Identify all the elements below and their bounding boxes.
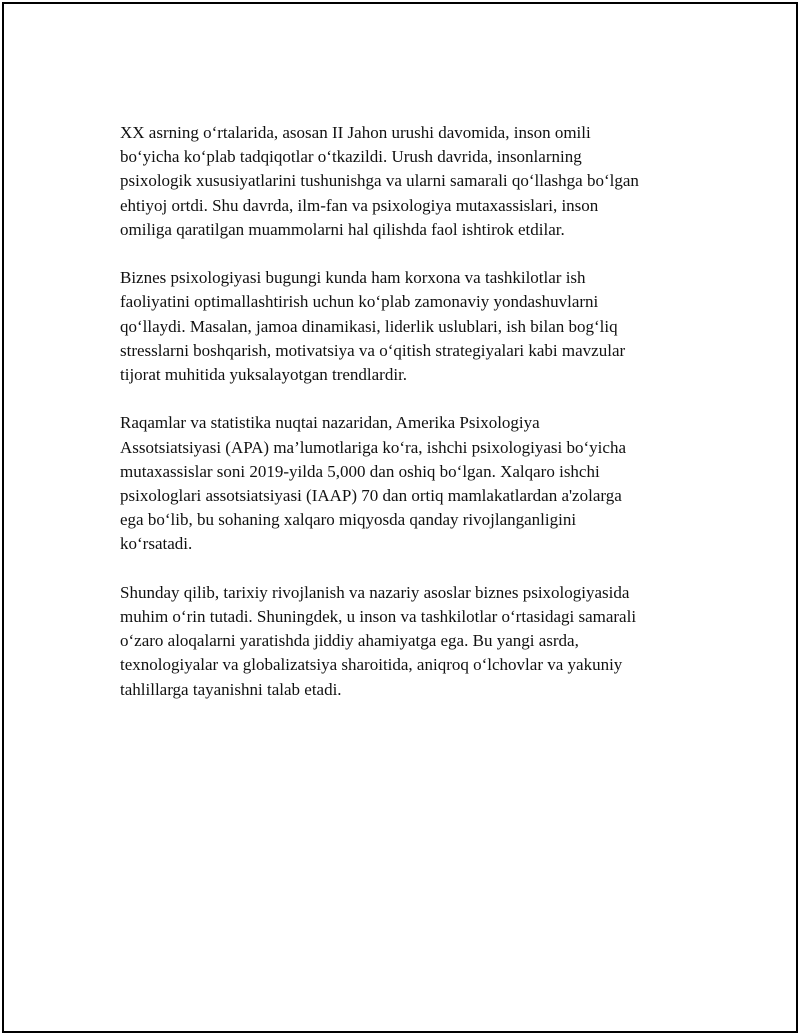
document-page (2, 2, 798, 1033)
paragraph-4: Shunday qilib, tarixiy rivojlanish va nazariy asoslar biznes psixologiyasida muhim o‘rin tutadi. Shuningdek, u inson va tashkilotlar o‘rtasidagi samarali o‘zaro aloqalarni yaratishda jiddiy ahamiyatga ega. Bu yangi asrda, texnologiyalar va globalizatsiya sharoitida, aniqroq o‘lchovlar va yakuniy tahlillarga tayanishni talab etadi. (120, 582, 637, 699)
paragraph-2: Biznes psixologiyasi bugungi kunda ham korxona va tashkilotlar ish faoliyatini optimallashtirish uchun ko‘plab zamonaviy yondashuvlarni qo‘llaydi. Masalan, jamoa dinamikasi, liderlik uslublari, ish bilan bog‘liq stresslarni boshqarish, motivatsiya va o‘qitish strategiyalari kabi mavzular tijorat muhitida yuksalayotgan trendlardir. (120, 268, 626, 385)
paragraph-1: XX asrning o‘rtalarida, asosan II Jahon urushi davomida, inson omili bo‘yicha ko‘plab tadqiqotlar o‘tkazildi. Urush davrida, insonlarning psixologik xususiyatlarini tushunishga va ularni samarali qo‘llashga bo‘lgan ehtiyoj ortdi. Shu davrda, ilm-fan va psixologiya mutaxassislari, inson omiliga qaratilgan muammolarni hal qilishda faol ishtirok etdilar. (120, 123, 639, 239)
paragraph-3: Raqamlar va statistika nuqtai nazaridan, Amerika Psixologiya Assotsiatsiyasi (APA) ma’lumotlariga ko‘ra, ishchi psixologiyasi bo‘yicha mutaxassislar soni 2019-yilda 5,000 dan oshiq bo‘lgan. Xalqaro ishchi psixologlari assotsiatsiyasi (IAAP) 70 dan ortiq mamlakatlardan a'zolarga ega bo‘lib, bu sohaning xalqaro miqyosda qanday rivojlanganligini ko‘rsatadi. (120, 413, 626, 554)
document-body (120, 121, 700, 726)
